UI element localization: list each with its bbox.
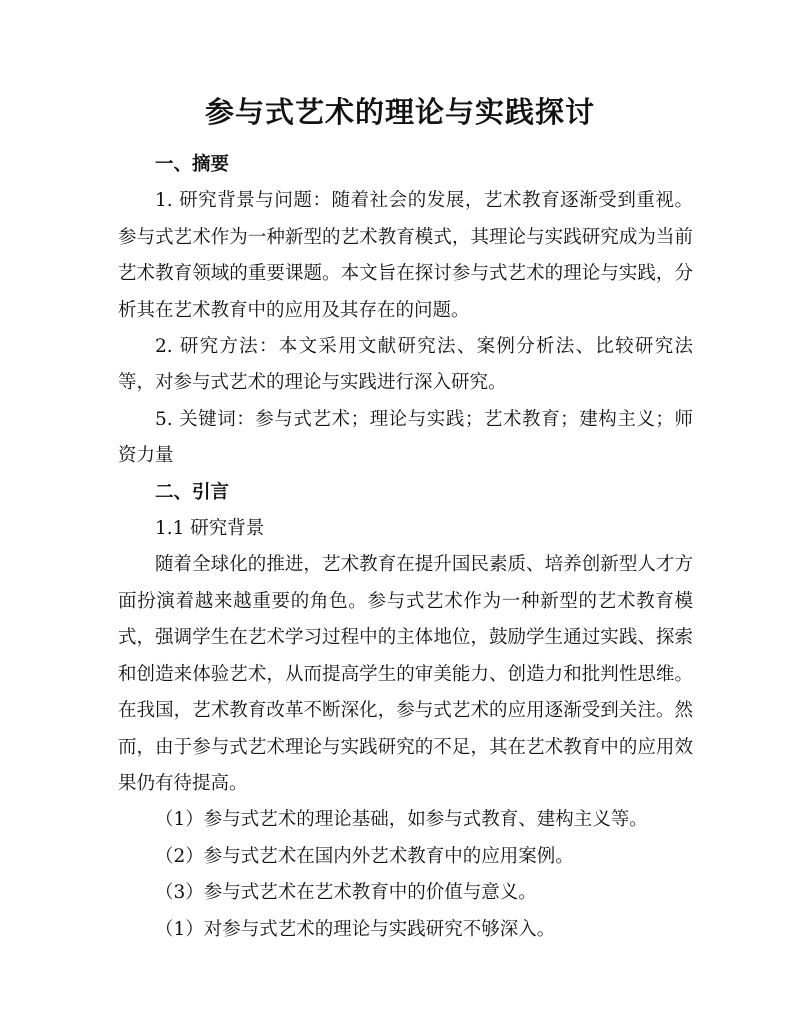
list-item: （1）参与式艺术的理论基础，如参与式教育、建构主义等。 [155, 809, 648, 831]
section-heading-introduction: 二、引言 [155, 481, 230, 503]
paragraph-research-method: 2. 研究方法：本文采用文献研究法、案例分析法、比较研究法等，对参与式艺术的理论与实践进行深入研究。 [118, 336, 693, 394]
paragraph-introduction: 随着全球化的推进，艺术教育在提升国民素质、培养创新型人才方面扮演着越来越重要的角色。参与式艺术作为一种新型的艺术教育模式，强调学生在艺术学习过程中的主体地位，鼓励学生通过实践、探索和创造来体验艺术，从而提高学生的审美能力、创造力和批判性思维。在我国，艺术教育改革不断深化，参与式艺术的应用逐渐受到关注。然而，由于参与式艺术理论与实践研究的不足，其在艺术教育中的应用效果仍有待提高。 [118, 554, 693, 794]
paragraph-research-background: 1. 研究背景与问题：随着社会的发展，艺术教育逐渐受到重视。参与式艺术作为一种新型的艺术教育模式，其理论与实践研究成为当前艺术教育领域的重要课题。本文旨在探讨参与式艺术的理论与实践，分析其在艺术教育中的应用及其存在的问题。 [118, 190, 693, 321]
list-item: （3）参与式艺术在艺术教育中的价值与意义。 [155, 882, 537, 904]
list-item: （1）对参与式艺术的理论与实践研究不够深入。 [155, 918, 556, 940]
list-item: （2）参与式艺术在国内外艺术教育中的应用案例。 [155, 845, 574, 867]
paragraph-keywords: 5. 关键词：参与式艺术；理论与实践；艺术教育；建构主义；师资力量 [118, 408, 693, 467]
page-title: 参与式艺术的理论与实践探讨 [204, 95, 595, 129]
section-heading-abstract: 一、摘要 [155, 154, 230, 175]
subsection-heading-background: 1.1 研究背景 [155, 518, 265, 540]
document-body [118, 147, 693, 948]
